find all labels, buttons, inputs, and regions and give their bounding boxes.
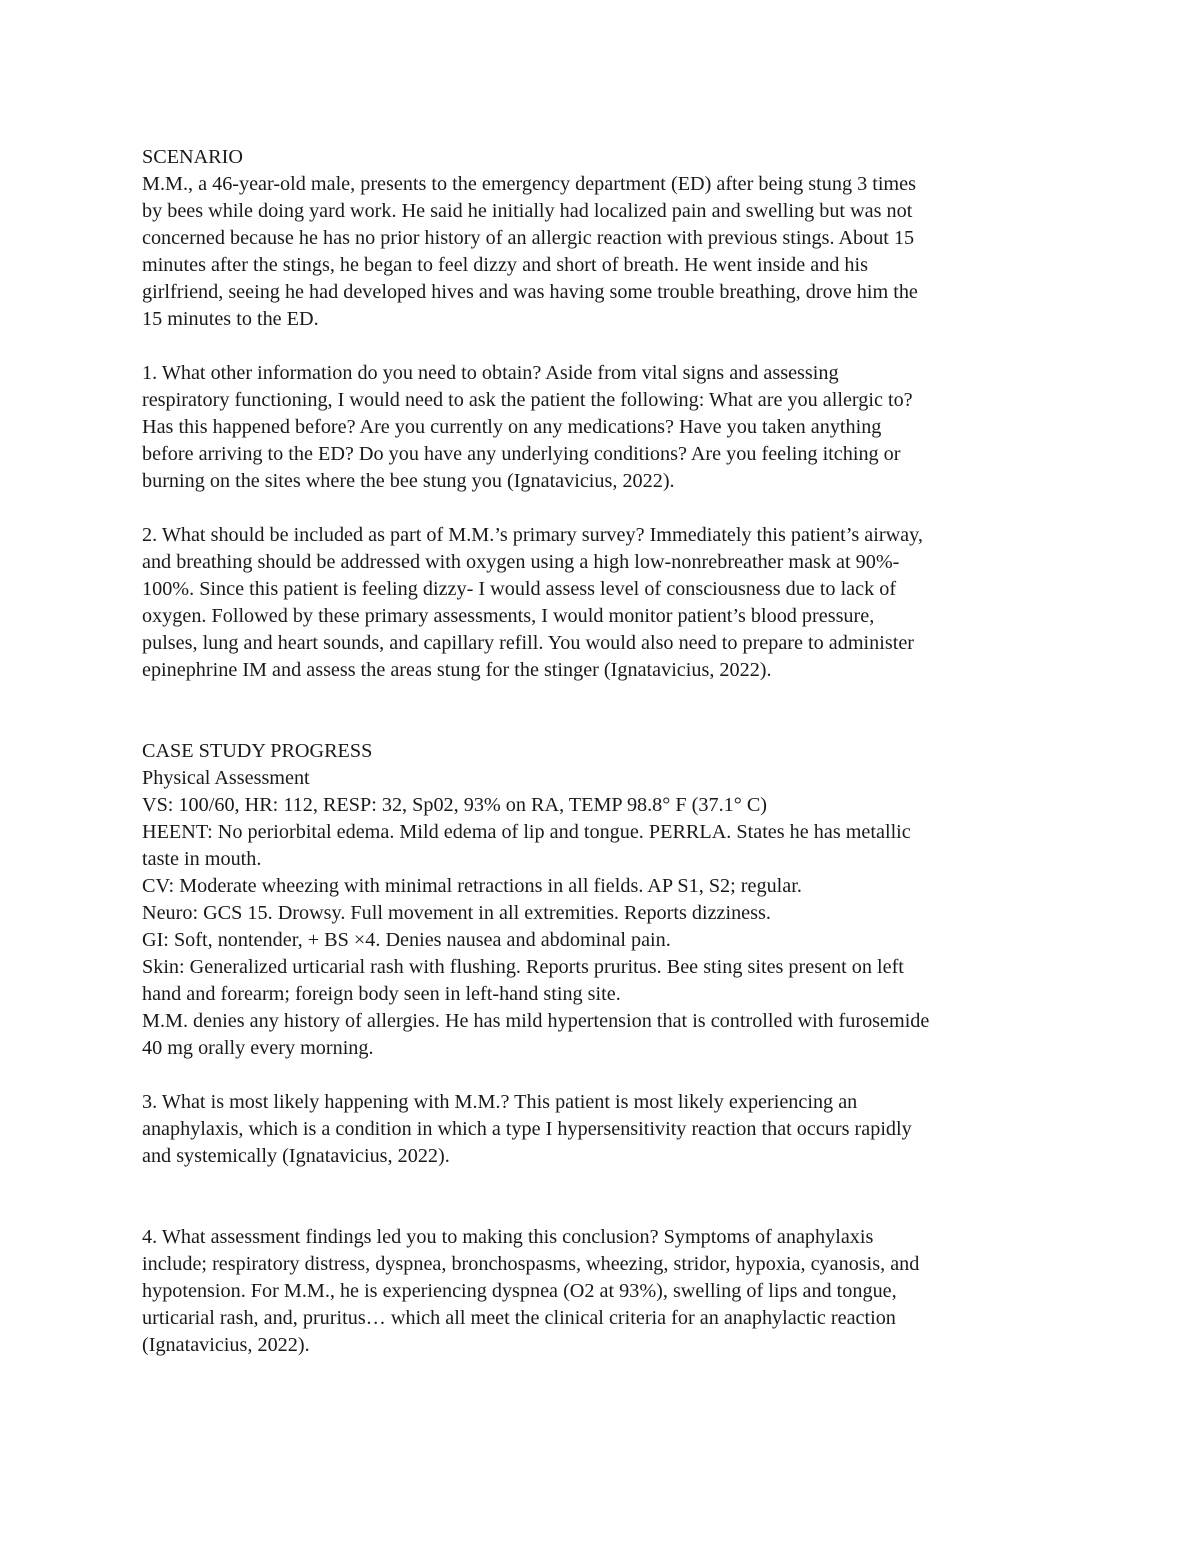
assessment-line: HEENT: No periorbital edema. Mild edema of lip and tongue. PERRLA. States he has metallic [142, 821, 911, 843]
scenario-line: concerned because he has no prior history of an allergic reaction with previous stings. About 15 [142, 227, 915, 249]
assessment-line: CV: Moderate wheezing with minimal retractions in all fields. AP S1, S2; regular. [142, 875, 802, 897]
scenario-heading: SCENARIO [142, 146, 243, 168]
assessment-line: taste in mouth. [142, 848, 262, 870]
case-study-progress [142, 738, 1072, 1062]
assessment-line: VS: 100/60, HR: 112, RESP: 32, Sp02, 93% on RA, TEMP 98.8° F (37.1° C) [142, 794, 768, 816]
question-2-line: 100%. Since this patient is feeling dizzy- I would assess level of consciousness due to lack of [142, 578, 897, 600]
scenario-line: minutes after the stings, he began to feel dizzy and short of breath. He went inside and his [142, 254, 868, 276]
question-4-line: hypotension. For M.M., he is experiencing dyspnea (O2 at 93%), swelling of lips and tongue, [142, 1280, 897, 1302]
question-1-line: respiratory functioning, I would need to ask the patient the following: What are you allergic to? [142, 389, 913, 411]
scenario-line: M.M., a 46-year-old male, presents to the emergency department (ED) after being stung 3 times [142, 173, 916, 195]
question-1-line: before arriving to the ED? Do you have any underlying conditions? Are you feeling itching or [142, 443, 901, 465]
progress-heading: CASE STUDY PROGRESS [142, 740, 373, 762]
question-2-line: oxygen. Followed by these primary assessments, I would monitor patient’s blood pressure, [142, 605, 875, 627]
scenario-section [142, 144, 1072, 333]
question-3 [142, 1089, 1072, 1170]
question-3-line: and systemically (Ignatavicius, 2022). [142, 1145, 450, 1167]
scenario-line: girlfriend, seeing he had developed hives and was having some trouble breathing, drove him the [142, 281, 918, 303]
question-1-line: Has this happened before? Are you currently on any medications? Have you taken anything [142, 416, 882, 438]
question-4-line: include; respiratory distress, dyspnea, bronchospasms, wheezing, stridor, hypoxia, cyanosis, and [142, 1253, 920, 1275]
question-2-line: 2. What should be included as part of M.M.’s primary survey? Immediately this patient’s airway, [142, 524, 923, 546]
question-2-line: and breathing should be addressed with oxygen using a high low-nonrebreather mask at 90%- [142, 551, 900, 573]
question-1 [142, 360, 1072, 495]
assessment-line: M.M. denies any history of allergies. He has mild hypertension that is controlled with furosemide [142, 1010, 930, 1032]
question-4-line: 4. What assessment findings led you to making this conclusion? Symptoms of anaphylaxis [142, 1226, 874, 1248]
assessment-line: GI: Soft, nontender, + BS ×4. Denies nausea and abdominal pain. [142, 929, 671, 951]
scenario-line: by bees while doing yard work. He said he initially had localized pain and swelling but was not [142, 200, 913, 222]
question-2-line: epinephrine IM and assess the areas stung for the stinger (Ignatavicius, 2022). [142, 659, 772, 681]
question-1-line: burning on the sites where the bee stung you (Ignatavicius, 2022). [142, 470, 675, 492]
question-4-line: urticarial rash, and, pruritus… which all meet the clinical criteria for an anaphylactic reaction [142, 1307, 896, 1329]
document-page [142, 144, 1072, 1359]
question-1-line: 1. What other information do you need to obtain? Aside from vital signs and assessing [142, 362, 839, 384]
assessment-line: Skin: Generalized urticarial rash with flushing. Reports pruritus. Bee sting sites present on left [142, 956, 904, 978]
question-4 [142, 1224, 1072, 1359]
question-2-line: pulses, lung and heart sounds, and capillary refill. You would also need to prepare to administer [142, 632, 915, 654]
assessment-line: 40 mg orally every morning. [142, 1037, 374, 1059]
assessment-line: hand and forearm; foreign body seen in left-hand sting site. [142, 983, 621, 1005]
question-2 [142, 522, 1072, 684]
question-4-line: (Ignatavicius, 2022). [142, 1334, 310, 1356]
assessment-line: Neuro: GCS 15. Drowsy. Full movement in all extremities. Reports dizziness. [142, 902, 771, 924]
question-3-line: anaphylaxis, which is a condition in which a type I hypersensitivity reaction that occurs rapidly [142, 1118, 912, 1140]
question-3-line: 3. What is most likely happening with M.M.? This patient is most likely experiencing an [142, 1091, 858, 1113]
scenario-line: 15 minutes to the ED. [142, 308, 319, 330]
progress-subheading: Physical Assessment [142, 767, 310, 789]
